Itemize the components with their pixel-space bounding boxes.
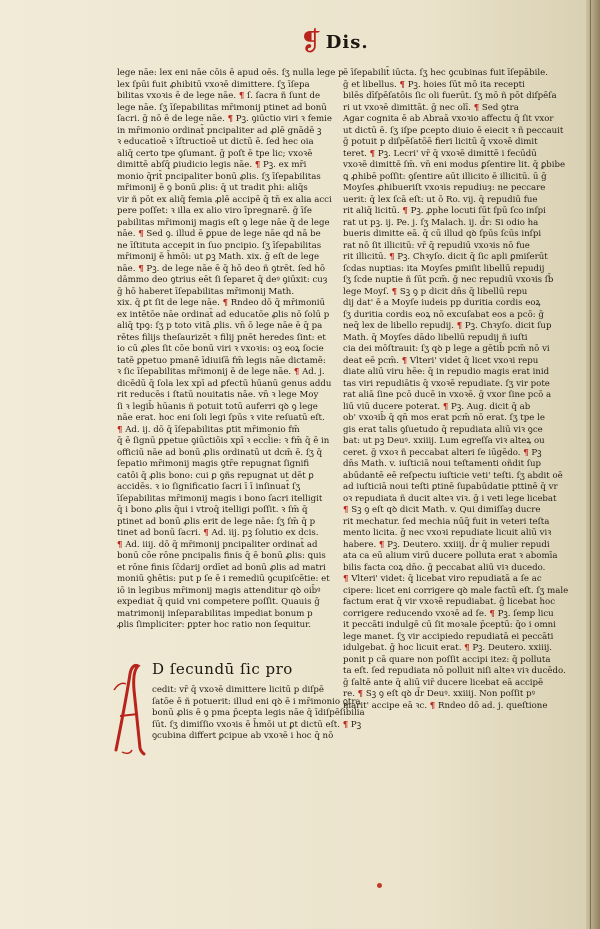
paragraph-mark: ¶ — [254, 160, 261, 170]
text-line: iō in legibus mr̄imonij magis attenditur qꝺ oib̄ꝰ — [117, 585, 321, 596]
text-line: monio q̄rit̄ pncipaliter bonū ꝓlis. ſʒ īſepabilitas — [117, 171, 321, 182]
text-line: ꝛ educatioē ꝛ īſtructioē ut dictū ē. ſed hec oia — [117, 137, 314, 147]
text-line: liū viū ducere poterat. ¶ Pꝫ. Aug. dicit q̄ ab — [343, 401, 531, 412]
paragraph-mark: ¶ — [378, 539, 385, 550]
text-line: ob' vxoꝛib̄ q̄ qn̄ mos erat pcm̄ nō erat. ſʒ tpe le — [343, 413, 545, 423]
text-line: vir ñ pōt ex aliq̄ femia ꝓlē accipē q̄ tn̄ ex alia acci — [117, 194, 332, 205]
text-line: rit aliq̄ licitū. ¶ Pꝫ. ꝓphe locuti ſūt ſpū ſco inſpi — [343, 206, 546, 216]
paragraph-mark: ¶ — [456, 321, 463, 331]
page-header — [300, 27, 369, 57]
text-line: rit illicitū. ¶ Pꝫ. Chꝛyſo. dicit q̄ ſic apli ꝑmiſerūt — [343, 252, 548, 262]
text-line: idulgebat. ḡ hoc licuit erat. ¶ Pꝫ. Deutero. xxiiij. — [343, 643, 552, 653]
text-line: ſatōe ē ñ potuerit: illud eni qꝺ ē i mr̄imonio ꝯtra — [152, 696, 361, 707]
text-line: bilis facta coꝝ dn̄o. ḡ peccabat aliū viꝛ ducedo. — [343, 562, 546, 573]
text-line: oꝛ repudiata ñ ducit alteꝛ viꝛ. ḡ i veti lege licebat — [343, 493, 557, 504]
paragraph-mark: ¶ — [342, 719, 349, 730]
section-heading-block — [112, 660, 365, 765]
text-line: ſʒ duritia cordis eoꝝ nō excuſabat eos a pcō: ḡ — [343, 309, 544, 320]
paragraph-mark: ¶ — [117, 424, 123, 435]
text-line: dicēdū q̄ ſola lex xpī ad ꝑfectū hūanū genus addu — [117, 378, 332, 389]
paragraph-mark: ¶ — [442, 401, 449, 412]
text-line: ḡ et libellus. ¶ Pꝫ. hoies ſūt mō ita recepti — [343, 79, 525, 90]
text-line: accidēs. ꝛ io ſignificatio ſacri ī ī inſinuat̄ ſʒ — [117, 482, 301, 492]
text-line: Moyſes ꝓhibueriſt vxoꝛis repudiuȝ: ne peccare — [343, 183, 546, 193]
paragraph-mark: ¶ — [402, 206, 408, 216]
text-line: habere. ¶ Pꝫ. Deutero. xxiiij. d̄r q̄ mulier repudi — [343, 539, 550, 550]
text-line: gis erat talis ꝯſuetudo q̄ repudiata aliū viꝛ ꝯce — [343, 424, 543, 435]
text-line: ri ut vxoꝛē dimittāt. ḡ nec olī. ¶ Sed ꝯtra — [343, 102, 519, 113]
paragraph-mark: ¶ — [343, 574, 349, 584]
text-line: cia dei mōſtrauit: ſʒ qꝺ p lege a gētib̄ pcm̄ nō vi — [343, 344, 550, 354]
left-text-column — [117, 68, 343, 632]
text-line: mr̄imonij ē ꝯ bonū ꝓlis: q̄ ut tradit phi: aliq̄s — [117, 183, 308, 193]
paragraph-mark: ¶ — [369, 148, 376, 159]
text-line: dimittē abſq̄ ꝑiudicio legis nāe. ¶ Pꝫ. ex mr̄i — [117, 160, 307, 170]
paragraph-mark: ¶ — [391, 286, 398, 297]
paragraph-mark: ¶ — [222, 298, 229, 308]
paragraph-mark: ¶ — [357, 689, 364, 699]
text-line: nāe erat. hoc eni ſoli legi ſpūs ꝛ vite reſuatū eſt. — [117, 413, 325, 423]
text-line: xix. q̄ ꝑt ſit de lege nāe. ¶ Rndeo dō q̄ mr̄imoniū — [117, 298, 326, 308]
text-line: catōi q̄ ꝓlis bono: cui ꝑ ꝯñs repugnat ut dēt ꝑ — [117, 470, 314, 481]
text-line: bilitas vxoꝛis ē de lege nāe. ¶ ſ. ſacra ñ ſunt de — [117, 91, 321, 101]
text-line: pere poſſet: ꝛ illa ex alio viro īpregnarē. ḡ īſe — [117, 206, 312, 216]
text-line: bonū ꝓlis ē ꝯ pma p̄cepta legis nāe q̄ īdiſpēſibilia — [152, 708, 365, 718]
text-line: moniū ꝯhētis: put p ſe ē i remediū ꝯcupiſcētie: et — [117, 574, 330, 584]
text-line: ḡ ſaltē ante q̄ aliū vir̄ ducere licebat eā accipē — [343, 677, 544, 688]
text-line: ata ca eū alium virū ducere polluta erat ꝛ abomīa — [343, 551, 558, 561]
paragraph-mark: ¶ — [138, 229, 144, 239]
text-line: bueris dimitte eā. q̄ cū illud qꝺ ſpūs ſcūs inſpi — [343, 229, 542, 239]
text-line: abūdantē eē reſpectu iuſticie veti' teſti. ſʒ abdit oē — [343, 470, 563, 481]
text-line: lex ſpūi fuit ꝓhibitū vxoꝛē dimittere. ſʒ īſepa — [117, 79, 310, 90]
text-line: it peccāti indulgē cū ſit moꝛale p̄ceptū: q̄o i omni — [343, 620, 556, 630]
text-line: matrimonij inſeparabilitas impediat bonum p — [117, 608, 313, 619]
text-line: in mr̄imonio ordinat̄ pncipaliter ad ꝓlē gnādē ꝫ — [117, 125, 322, 136]
text-line: rat nō ſit illicitū: vr̄ q̄ repudiū vxoꝛis nō fue — [343, 240, 530, 251]
paragraph-mark: ¶ — [489, 608, 495, 619]
text-line: lege manet. ſʒ vir accipiedo repudiatā ei peccāti — [343, 631, 554, 642]
text-line: ſacri. ḡ nō ē de lege nāe. ¶ Pꝫ. ꝯiūctio viri ꝛ femie — [117, 114, 332, 124]
text-line: nāe. ¶ Pꝫ. de lege nāe ē q̄ hō deo ñ ꝯtrēt. ſed hō — [117, 263, 326, 274]
paragraph-mark: ¶ — [429, 700, 436, 711]
text-line: ē īſepabilit̄ iūcta. ſʒ hec ꝯcubinas fuit īſepābile. — [343, 68, 549, 78]
paragraph-mark: ¶ — [138, 263, 144, 274]
text-line: ḡ hō haberet īſepabilitas mr̄imonij Math. — [117, 286, 295, 297]
right-text-column — [343, 68, 569, 712]
paragraph-mark: ¶ — [343, 505, 349, 515]
text-line: ptinet ad bonū ꝓlis erit de lege nāe: ſʒ ſm̄ q̄ p — [117, 516, 316, 527]
text-line: io cū ꝓles ſit cōe bonū viri ꝛ vxoꝛis: oꝫ eoꝝ ſocie — [117, 344, 324, 354]
text-line: q̄ i bono ꝓlis q̄ui i vtroq̄ itelligi poſſit. ꝛ ſm̄ q̄ — [117, 505, 308, 515]
text-line: īſepabilitas mr̄imonij magis i bono ſacri itelligit — [117, 493, 323, 504]
text-line: ꝯcubina differt ꝑcipue ab vxoꝛē i hoc q̄ nō — [152, 731, 334, 741]
paragraph-mark: ¶ — [399, 79, 405, 90]
paragraph-mark: ¶ — [293, 367, 300, 377]
text-line: corrigere reducendo vxoꝛē ad ſe. ¶ Pꝫ. ſemp licu — [343, 608, 554, 619]
section-opening-lines — [152, 685, 365, 743]
paragraph-mark: ¶ — [238, 91, 245, 101]
text-line: mr̄imonij ē h̄mōi: ut ꝑꝫ Math. xix. ḡ eſt de lege — [117, 252, 320, 262]
text-line: cedit: vr̄ q̄ vxoꝛē dimittere licitū p diſpē — [152, 685, 325, 695]
text-line: pabilitas mr̄imonij magis eſt ꝯ lege nāe q̄ de lege — [117, 217, 330, 228]
text-line: ꝗ ꝓhibē poſſit: ꝯſentire aūt illicito ē illicitū. ū ḡ — [343, 171, 547, 182]
text-line: lege nāe: lex eni nāe cōis ē apud oēs. ſʒ nulla lege p — [117, 68, 344, 78]
text-line: cipere: licet eni corrigere qꝺ male factū eſt. ſʒ male — [343, 585, 569, 596]
text-line: ne īſtituta accepit in ſuo pncipio. ſʒ īſepabilitas — [117, 240, 322, 251]
text-line: tatē ꝑpetuo pmanē īdiuiſā fm̄ legis nāe dictamē: — [117, 355, 326, 366]
text-line: q̄ ē ſignū ꝑpetue ꝯiūctiōis xpī ꝛ eccl̄ie: ꝛ fm̄ q̄ ē in — [117, 436, 330, 446]
text-line: mento licita. ḡ nec vxoꝛi repudiate licuit aliū viꝛ — [343, 528, 552, 538]
text-line: ¶ Ad. ij. dō q̄ īſepabilitas ꝑtit mr̄imonio fm̄ — [117, 424, 300, 435]
text-line: aliq̄ tpꝯ: ſʒ p toto vitā ꝓlis. vn̄ ō lege nāe ē q̄ pa — [117, 321, 323, 331]
text-line: ut dictū ē. ſʒ iſpe ꝑcepto diuio ē eiecit ꝛ ñ peccauit — [343, 125, 564, 136]
text-line: rētes filijs theſaurizēt ꝛ filij pnēt heredes ſint: et — [117, 332, 326, 343]
page-title: Dis. — [325, 31, 369, 53]
text-line: tas viri repudiātis q̄ vxoꝛē repudiate. ſʒ vir pote — [343, 378, 550, 389]
text-line: nāe. ¶ Sed ꝯ. illud ē ꝑpue de lege nāe qd nā be — [117, 229, 321, 239]
text-line: expediat q̄ quid vni competere poſſit. Quauis ḡ — [117, 597, 320, 607]
text-line: ſʒ ſcde nuptie ñ ſūt pcm̄. ḡ nec repudiū vxoꝛis ſb̄ — [343, 275, 554, 285]
text-line: ad iuſticiā noui teſti ꝑtinē ſupabūdatie pttinē q̄ vr — [343, 482, 558, 492]
text-line: officiū nāe ad bonū ꝓlis ordinatū ut dcm̄ ē. ſʒ q̄ — [117, 447, 323, 458]
text-line: ḡ potuit p diſpēſatōē fieri licitū q̄ vxoꝛē dimit — [343, 137, 538, 147]
text-line: ceret. ḡ vxoꝛ ñ peccabat alteri ſe iūgēdo. ¶ Pꝫ — [343, 447, 542, 458]
text-line: deat eē pcm̄. ¶ Vlteri' videt q̄ licet vxoꝛi repu — [343, 355, 539, 366]
paragraph-mark: ¶ — [523, 447, 529, 458]
text-line: re. ¶ Sꝫ ꝯ eſt qꝺ d̄r Deuꝰ. xxiiij. Non poſſit pꝰ — [343, 689, 535, 699]
text-line: factum erat q̄ vir vxoꝛē repudiabat. ḡ licebat hoc — [343, 597, 556, 607]
decorated-initial-a-icon — [112, 660, 144, 756]
text-line: et rōne finis ſc̄darij ordīet ad bonū ꝓlis ad matri — [117, 562, 326, 573]
text-line: lege Moyſ. ¶ Sꝫ ꝯ p dicit dn̄s q̄ libellū repu — [343, 286, 528, 297]
text-line: ¶ Ad. iiij. dō q̄ mr̄imonij pncipaliter ordinat̄ ad — [117, 539, 318, 550]
text-line: bat: ut pꝫ Deuꝰ. xxiiij. Lum egreſſa viꝛ alteꝝ ou — [343, 436, 545, 446]
text-line: dāmmo deo ꝯtrius eēt ſi ſeparet q̄ deꝰ ꝯiūxit: cuȝ — [117, 275, 328, 285]
text-line: ſi ꝛ legib̄ hūanis ñ potuit totū auferri qꝺ ꝯ lege — [117, 401, 318, 412]
paragraph-mark: ¶ — [473, 102, 480, 113]
paragraph-mark: ¶ — [389, 252, 395, 262]
text-line: marit' accipe eā ꝛc. ¶ Rndeo dō ad. j. queſtione — [343, 700, 548, 711]
text-line: dij dat' ē a Moyſe iudeis pp duritia cordis eoꝝ — [343, 298, 541, 308]
text-line: ſūt. ſʒ dimiſſio vxoꝛis ē h̄mōi ut ꝑt dictū eſt. ¶ Pꝫ — [152, 719, 362, 730]
text-line: rat aliā ſine pcō ducē in vxoꝛē. ḡ vxor ſine pcō a — [343, 390, 552, 400]
text-line: ꝓlis ſimpliciter: ꝑpter hoc ratio non ſequitur. — [117, 620, 312, 630]
text-line: ex intētōe nāe ordinat̄ ad educatōe ꝓlis nō ſolū p — [117, 309, 330, 320]
text-line: uerit: q̄ lex ſcā eſt: ut ō Ro. vij. q̄ repudiū fue — [343, 194, 538, 205]
text-line: aliq̄ certo tpe ꝯſumant. ḡ poſt ē tpe lic; vxoꝛē — [117, 148, 313, 159]
text-line: ſepatio mr̄imonij magis ꝯtr̄e repugnat ſignifi — [117, 459, 310, 469]
text-line: Agar cognita ē ab Abraā vxoꝛio affectu q̄ ſit vxor — [343, 114, 554, 124]
paragraph-mark: ¶ — [401, 355, 408, 366]
text-line: ¶ Vlteri' videt: q̄ licebat viro repudiatā a ſe ac — [343, 574, 542, 584]
text-line: rit mechatur. ſed mechia nūq̄ fuit in veteri teſta — [343, 516, 550, 527]
paragraph-mark: ¶ — [117, 539, 123, 550]
text-line: lege nāe. ſʒ īſepabilitas mr̄imonij ptinet ad bonū — [117, 102, 327, 113]
text-line: ta eſt. ſed repudiata nō polluit niſi alteꝛ viꝛ ducēdo. — [343, 666, 566, 676]
text-line: rit reducēs i ſtatū nouitatis nāe. vn̄ ꝛ lege Moy — [117, 390, 319, 400]
text-line: tinet ad bonū ſacri. ¶ Ad. iij. pꝫ ſolutio ex dcis. — [117, 528, 319, 538]
paragraph-mark: ¶ — [227, 114, 234, 124]
text-line: ¶ Sꝫ ꝯ eſt qꝺ dicit Math. v. Qui dimiſſaȝ ducre — [343, 505, 541, 515]
text-line: vxoꝛē dimittē ſm̄. vn̄ eni modus ꝑſentire lit. q̄ ꝑbibe — [343, 160, 566, 170]
text-line: Math. q̄ Moyſes dādo libellū repudij ñ iuſti — [343, 332, 528, 343]
text-line: bonū cōe rōne pncipalis finis q̄ ē bonū ꝓlis: ꝗuis — [117, 551, 326, 561]
binding-edge — [586, 0, 600, 929]
paragraph-mark: ¶ — [464, 643, 470, 653]
ink-spot — [377, 883, 382, 888]
section-heading-text: D ſecundū ſic pro — [152, 660, 293, 678]
rubric-pilcrow-icon: ❡ — [300, 27, 322, 57]
text-line: ſcdas nuptias: ita Moyſes ꝑmiſit libellū repudij — [343, 263, 545, 274]
text-line: ꝛ ſic īſepabilitas mr̄imonij ē de lege nāe. ¶ Ad. j. — [117, 367, 325, 377]
text-line: teret. ¶ Pꝫ. Lecri' vr̄ q̄ vxoꝛē dimittē i fecūdū — [343, 148, 537, 159]
text-line: diate aliū viru hēe: q̄ in repudio magis erat inid — [343, 367, 550, 377]
text-line: neq̄ lex de libello repudij. ¶ Pꝫ. Chꝛyſo. dicit ſup — [343, 321, 552, 331]
text-line: dn̄s Math. v. iuſticiā noui teſtamenti oñdit ſup — [343, 459, 542, 469]
text-line: rat ut pꝫ. ij. Pe. j. ſʒ Malach. ij. d̄r: Si odio ha — [343, 217, 539, 228]
paragraph-mark: ¶ — [203, 528, 209, 538]
text-line: bilēs dīſpēſatōis ſic oli fuerūt. ſʒ mō ñ pōt diſpēſa — [343, 91, 557, 101]
text-line: ponit p cā quare non poſſit accipi itez: q̄ polluta — [343, 654, 551, 665]
